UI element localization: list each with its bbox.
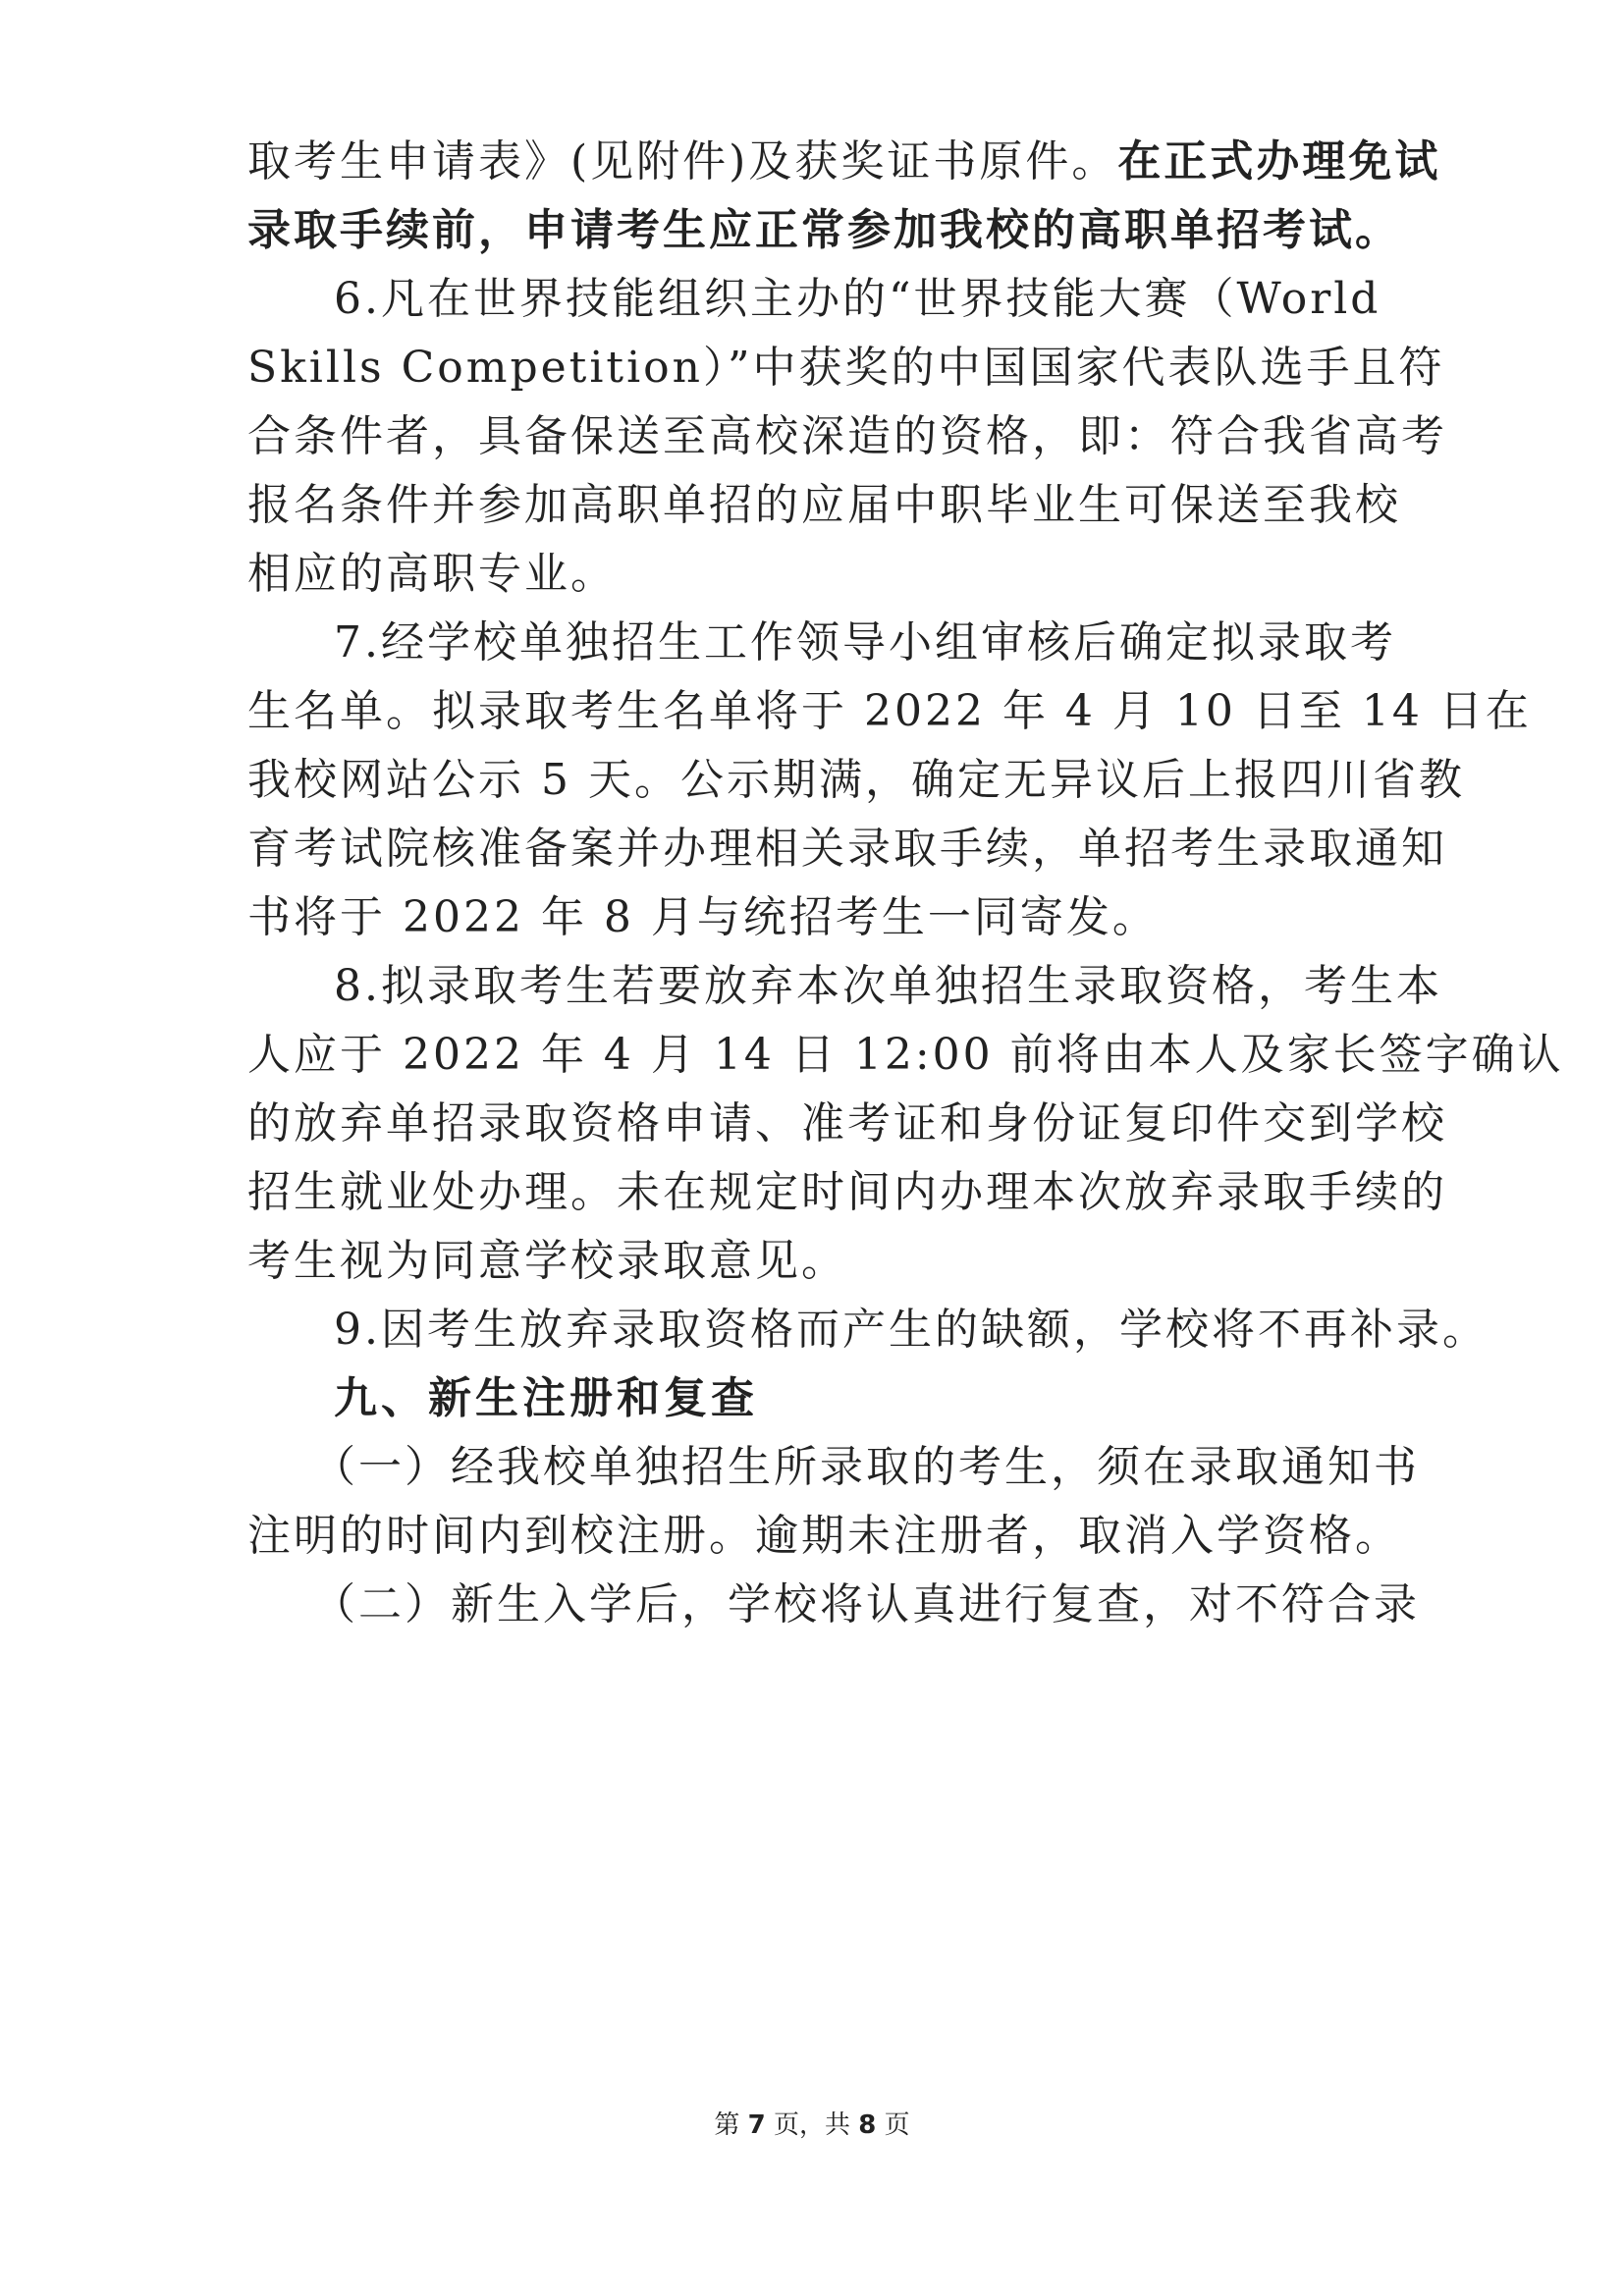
- paragraph-line: 注明的时间内到校注册。逾期未注册者，取消入学资格。: [247, 1511, 1401, 1561]
- line-text: 取考生申请表》(见附件)及获奖证书原件。: [247, 136, 1118, 187]
- footer-middle: 页，共: [773, 2110, 850, 2140]
- subsection-1-start: （一）经我校单独招生所录取的考生，须在录取通知书: [312, 1442, 1420, 1492]
- paragraph-line: 招生就业处办理。未在规定时间内办理本次放弃录取手续的: [247, 1167, 1447, 1217]
- paragraph-line: 相应的高职专业。: [247, 549, 617, 599]
- footer-suffix: 页: [884, 2110, 910, 2140]
- paragraph-line-bold: 录取手续前，申请考生应正常参加我校的高职单招考试。: [247, 205, 1401, 255]
- section-heading: 九、新生注册和复查: [334, 1373, 758, 1423]
- paragraph-line: 育考试院核准备案并办理相关录取手续，单招考生录取通知: [247, 824, 1447, 874]
- paragraph-7-start: 7.经学校单独招生工作领导小组审核后确定拟录取考: [334, 617, 1396, 667]
- paragraph-line: 书将于 2022 年 8 月与统招考生一同寄发。: [247, 892, 1159, 942]
- paragraph-line: 的放弃单招录取资格申请、准考证和身份证复印件交到学校: [247, 1098, 1447, 1148]
- footer-current-page: 7: [747, 2110, 766, 2140]
- paragraph-line: 我校网站公示 5 天。公示期满，确定无异议后上报四川省教: [247, 755, 1465, 805]
- page-number-footer: [0, 2109, 1624, 2142]
- paragraph-line: 生名单。拟录取考生名单将于 2022 年 4 月 10 日至 14 日在: [247, 686, 1532, 736]
- footer-total-pages: 8: [858, 2110, 877, 2140]
- paragraph-line: 考生视为同意学校录取意见。: [247, 1236, 847, 1286]
- paragraph-line: 人应于 2022 年 4 月 14 日 12:00 前将由本人及家长签字确认: [247, 1030, 1564, 1080]
- paragraph-6-start: 6.凡在世界技能组织主办的“世界技能大赛（World: [334, 274, 1381, 324]
- paragraph-line: Skills Competition）”中获奖的中国国家代表队选手且符: [247, 343, 1445, 393]
- subsection-2-start: （二）新生入学后，学校将认真进行复查，对不符合录: [312, 1579, 1420, 1629]
- paragraph-8-start: 8.拟录取考生若要放弃本次单独招生录取资格，考生本: [334, 961, 1442, 1011]
- footer-prefix: 第: [714, 2110, 740, 2140]
- paragraph-line: 报名条件并参加高职单招的应届中职毕业生可保送至我校: [247, 480, 1401, 530]
- bold-text: 在正式办理免试: [1117, 136, 1441, 187]
- paragraph-line: [247, 133, 1441, 191]
- paragraph-line: 合条件者，具备保送至高校深造的资格，即：符合我省高考: [247, 411, 1447, 461]
- paragraph-9: 9.因考生放弃录取资格而产生的缺额，学校将不再补录。: [334, 1305, 1489, 1355]
